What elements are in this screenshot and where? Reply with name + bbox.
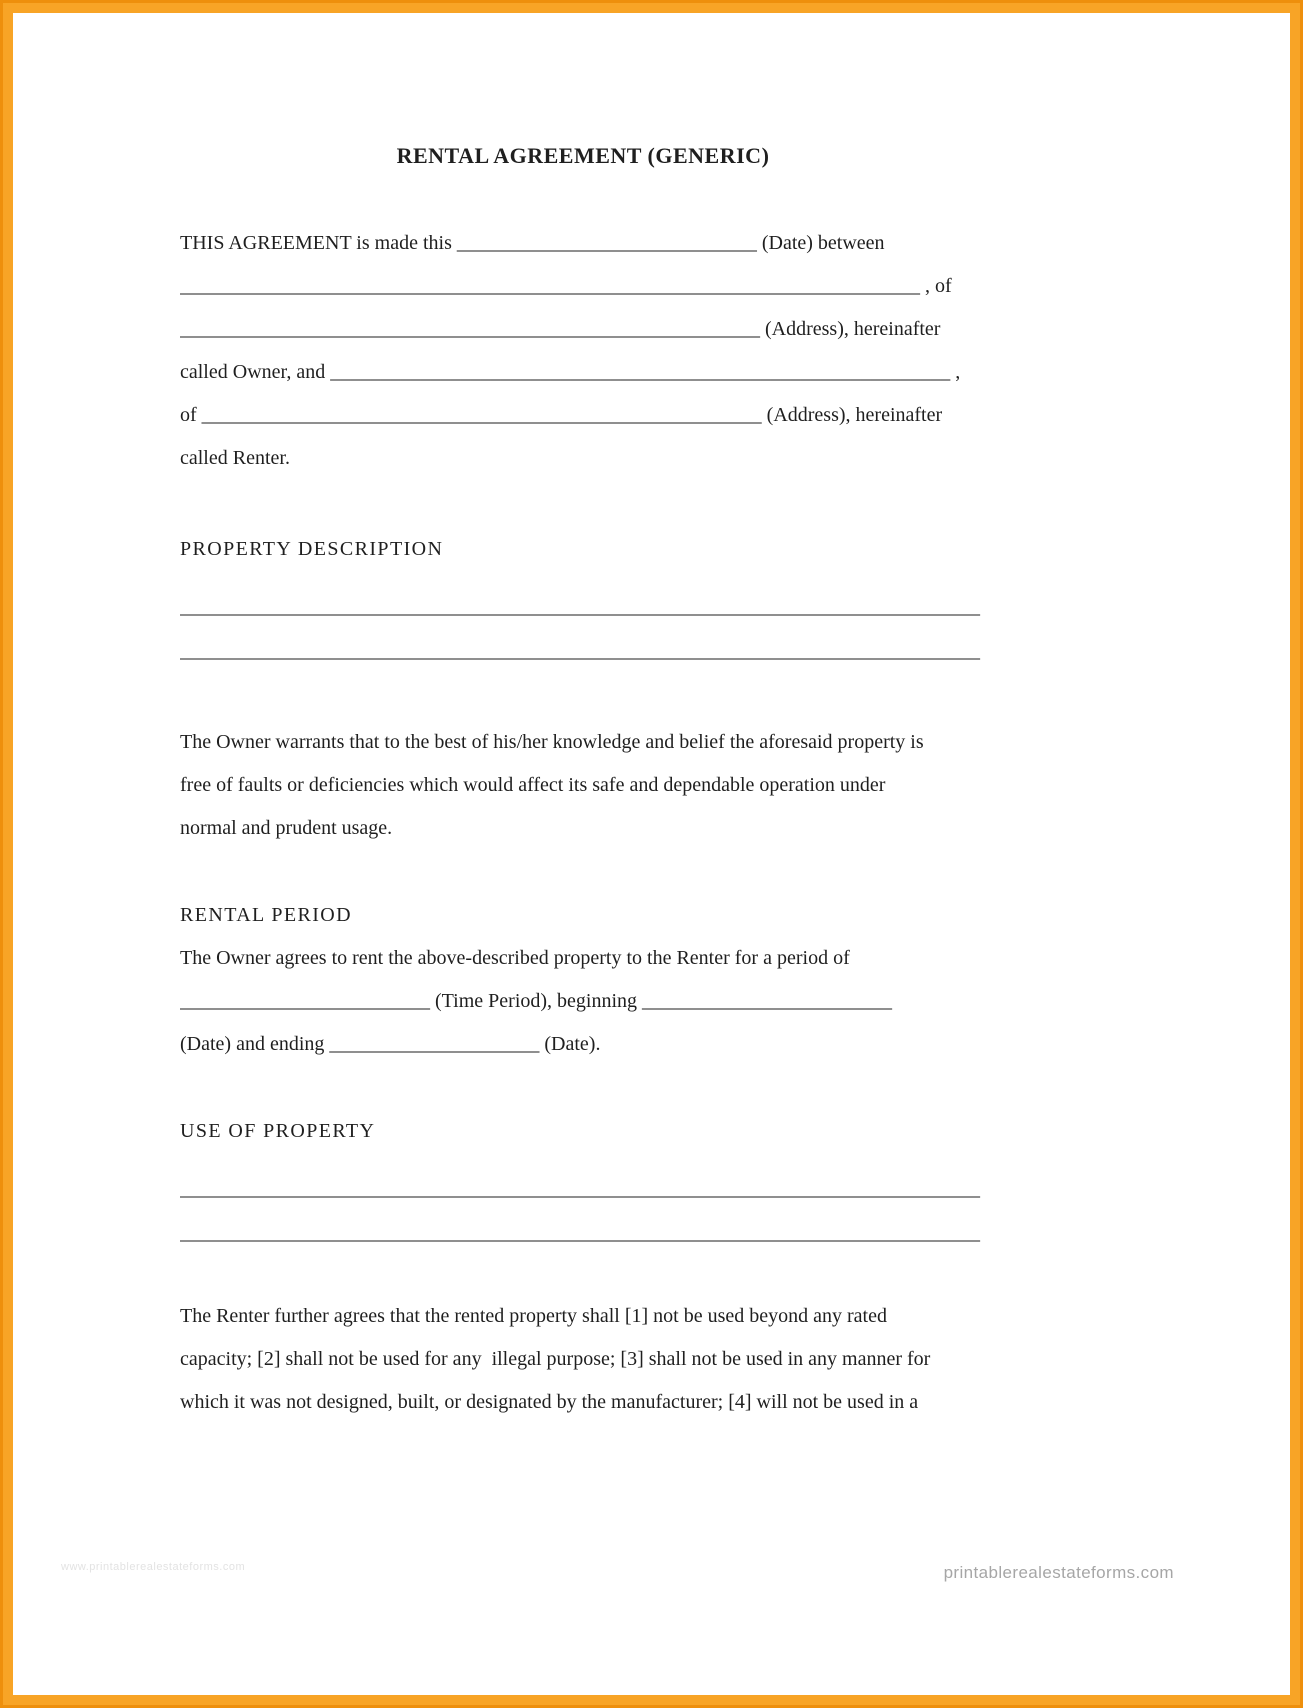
warranty-line: free of faults or deficiencies which would affect its safe and dependable operation under (180, 774, 886, 796)
rental-period-line: The Owner agrees to rent the above-described property to the Renter for a period of (180, 947, 850, 969)
intro-line: __________________________________________________________________________ , of (180, 275, 952, 297)
blank-line: ________________________________________________________________________________ (180, 1222, 980, 1244)
property-description-blanks (180, 585, 986, 673)
warranty-line: The Owner warrants that to the best of his/her knowledge and belief the aforesaid property is (180, 731, 924, 753)
intro-line: called Owner, and ______________________________________________________________ , (180, 361, 961, 383)
intro-line: THIS AGREEMENT is made this ______________________________ (Date) between (180, 232, 885, 254)
renter-agrees-line: The Renter further agrees that the rented property shall [1] not be used beyond any rated (180, 1305, 887, 1327)
rental-period-paragraph (180, 937, 986, 1066)
intro-line: __________________________________________________________ (Address), hereinafter (180, 318, 941, 340)
section-heading-property-description: PROPERTY DESCRIPTION (180, 538, 444, 560)
renter-agrees-line: which it was not designed, built, or designated by the manufacturer; [4] will not be used in a (180, 1391, 919, 1413)
section-heading-use-of-property: USE OF PROPERTY (180, 1120, 376, 1142)
warranty-line: normal and prudent usage. (180, 817, 393, 839)
intro-paragraph (180, 222, 986, 480)
renter-agrees-paragraph (180, 1295, 986, 1424)
watermark-left: www.printablerealestateforms.com (61, 1561, 246, 1573)
page-title: RENTAL AGREEMENT (GENERIC) (396, 143, 770, 168)
section-heading-rental-period: RENTAL PERIOD (180, 904, 352, 926)
rental-period-line: (Date) and ending _____________________ (Date). (180, 1033, 601, 1055)
watermark-right: printablerealestateforms.com (943, 1563, 1174, 1582)
warranty-paragraph (180, 721, 986, 850)
document-content (13, 13, 986, 1424)
renter-agrees-line: capacity; [2] shall not be used for any illegal purpose; [3] shall not be used in any manner for (180, 1348, 931, 1370)
document-sheet (13, 13, 1290, 1695)
blank-line: ________________________________________________________________________________ (180, 640, 980, 662)
intro-line: called Renter. (180, 447, 290, 469)
use-of-property-blanks (180, 1167, 986, 1255)
intro-line: of ________________________________________________________ (Address), hereinafter (180, 404, 943, 426)
blank-line: ________________________________________________________________________________ (180, 1178, 980, 1200)
blank-line: ________________________________________________________________________________ (180, 596, 980, 618)
rental-period-line: _________________________ (Time Period), beginning _________________________ (180, 990, 893, 1012)
